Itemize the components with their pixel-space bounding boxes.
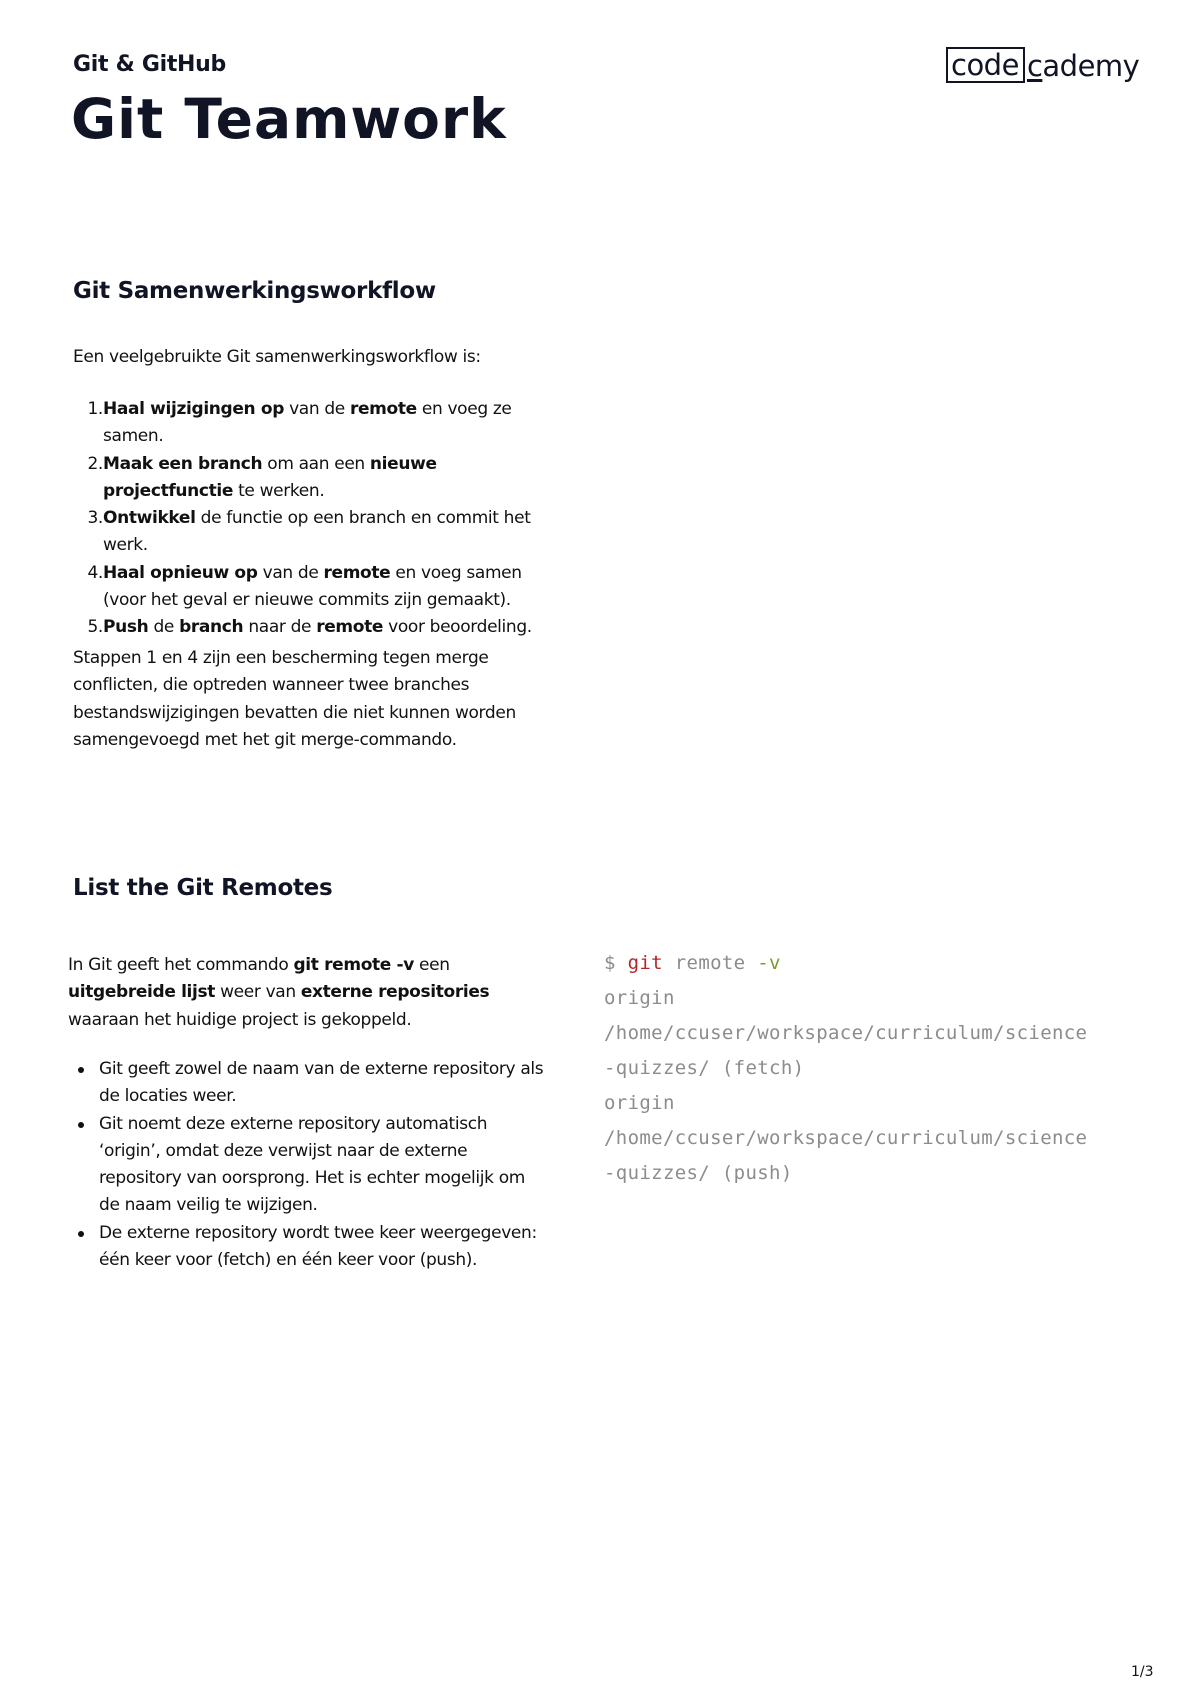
step-number: 5. xyxy=(87,617,103,638)
workflow-step xyxy=(73,451,553,506)
step-number: 4. xyxy=(87,562,103,583)
code-git-command: git xyxy=(627,952,663,974)
bold-term: remote xyxy=(349,399,417,419)
bold-term: remote xyxy=(323,562,391,583)
bullet-text: Git noemt deze externe repository automatisch ‘origin’, omdat deze verwijst naar de externe repository van oorsprong. Het is echter mogelijk om de naam veilig te wijzigen. xyxy=(99,1113,525,1216)
logo-rest xyxy=(1027,49,1139,83)
step-number: 3. xyxy=(87,508,103,529)
remotes-bullet xyxy=(68,1056,548,1111)
bold-term: Push xyxy=(103,617,149,638)
step-number: 1. xyxy=(87,399,103,419)
codecademy-logo[interactable] xyxy=(946,47,1139,83)
code-line: /home/ccuser/workspace/curriculum/science xyxy=(604,1022,1088,1044)
code-flag: -v xyxy=(757,952,781,974)
logo-underlined-letter: c xyxy=(1026,49,1043,83)
course-label: Git & GitHub xyxy=(73,52,226,77)
code-prompt: $ xyxy=(604,952,628,974)
bullet-dot xyxy=(68,1056,99,1111)
bold-term: Haal opnieuw op xyxy=(103,562,258,583)
workflow-step xyxy=(73,614,553,641)
code-line: origin xyxy=(604,1092,675,1114)
step-text: Push de branch naar de remote voor beoordeling. xyxy=(103,617,532,638)
code-line: origin xyxy=(604,987,675,1009)
logo-tail: ademy xyxy=(1042,49,1140,83)
bullet-dot xyxy=(68,1220,99,1275)
workflow-step xyxy=(73,560,553,615)
code-line: -quizzes/ (push) xyxy=(604,1162,793,1184)
logo-code-box: code xyxy=(946,47,1025,83)
bold-term: uitgebreide lijst xyxy=(68,982,216,1003)
remotes-bullet xyxy=(68,1111,548,1220)
step-text: Haal wijzigingen op van de remote en voeg ze samen. xyxy=(103,399,512,447)
section-heading-workflow: Git Samenwerkingsworkflow xyxy=(73,278,436,304)
bold-term: Ontwikkel xyxy=(103,508,196,529)
step-text: Maak een branch om aan een nieuwe projectfunctie te werken. xyxy=(103,453,437,501)
remotes-bullet-list xyxy=(68,1056,548,1274)
page-number: 1/3 xyxy=(1131,1664,1154,1680)
bold-term: nieuwe projectfunctie xyxy=(103,453,437,501)
bold-term: branch xyxy=(179,617,244,638)
code-line: -quizzes/ (fetch) xyxy=(604,1057,805,1079)
remotes-bullet xyxy=(68,1220,548,1275)
bold-term: externe repositories xyxy=(300,982,490,1003)
code-block xyxy=(604,946,1144,1191)
remotes-intro: In Git geeft het commando git remote -v een uitgebreide lijst weer van externe repositories waaraan het huidige project is gekoppeld. xyxy=(68,955,490,1030)
workflow-note: Stappen 1 en 4 zijn een bescherming tegen merge conflicten, die optreden wanneer twee branches bestandswijzigingen bevatten die niet kunnen worden samengevoegd met het git merge-commando. xyxy=(73,648,516,750)
bullet-dot xyxy=(68,1111,99,1220)
bold-term: remote xyxy=(316,617,384,638)
bullet-text: De externe repository wordt twee keer weergegeven: één keer voor (fetch) en één keer voor (push). xyxy=(99,1222,537,1271)
workflow-step xyxy=(73,396,553,451)
step-text: Ontwikkel de functie op een branch en commit het werk. xyxy=(103,508,531,556)
workflow-step xyxy=(73,505,553,560)
page-title: Git Teamwork xyxy=(71,87,507,151)
bold-term: Maak een branch xyxy=(103,453,263,474)
workflow-intro: Een veelgebruikte Git samenwerkingsworkflow is: xyxy=(73,347,481,367)
step-number: 2. xyxy=(87,453,103,474)
code-subcommand: remote xyxy=(662,952,758,974)
bullet-text: Git geeft zowel de naam van de externe repository als de locaties weer. xyxy=(99,1059,544,1107)
section-heading-remotes: List the Git Remotes xyxy=(73,875,333,901)
code-output xyxy=(604,987,1087,1184)
bold-term: git remote -v xyxy=(293,955,414,975)
code-line: /home/ccuser/workspace/curriculum/science xyxy=(604,1127,1088,1149)
workflow-steps-list xyxy=(73,396,553,642)
bold-term: Haal wijzigingen op xyxy=(103,399,285,419)
step-text: Haal opnieuw op van de remote en voeg samen (voor het geval er nieuwe commits zijn gemaakt). xyxy=(103,562,522,611)
